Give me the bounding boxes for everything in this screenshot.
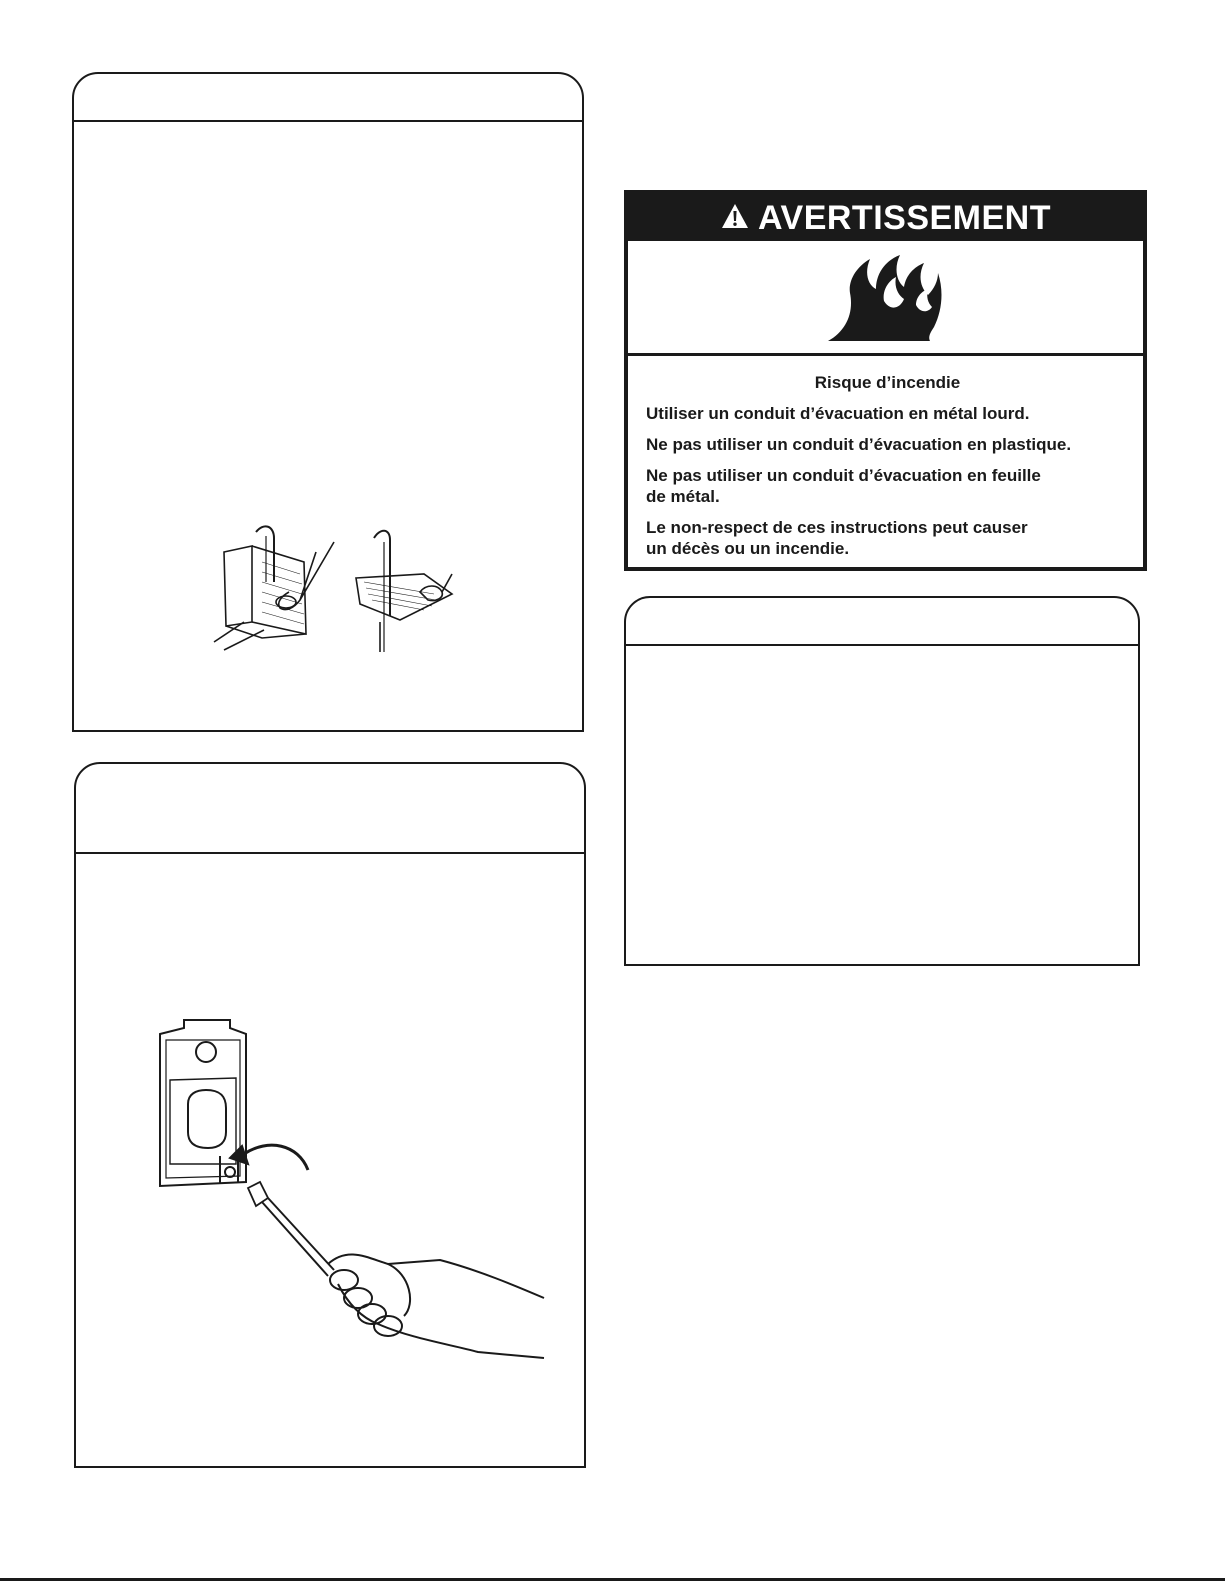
page-bottom-rule bbox=[0, 1578, 1225, 1581]
warning-line: Ne pas utiliser un conduit d’évacuation en feuille de métal. bbox=[646, 466, 1041, 506]
warning-risk-heading: Risque d’incendie bbox=[814, 373, 961, 392]
warning-line: Ne pas utiliser un conduit d’évacuation en plastique. bbox=[646, 435, 1072, 454]
warning-line: Utiliser un conduit d’évacuation en métal lourd. bbox=[646, 404, 1030, 423]
warning-symbol-row bbox=[628, 241, 1143, 356]
panel-header bbox=[74, 74, 582, 122]
warning-title-bar bbox=[628, 194, 1143, 241]
panel-header bbox=[76, 764, 584, 854]
warning-triangle-icon bbox=[720, 202, 750, 235]
warning-line: Le non-respect de ces instructions peut causer un décès ou un incendie. bbox=[646, 518, 1028, 558]
exhaust-plate-screwdriver-illustration bbox=[148, 1014, 548, 1384]
warning-title: AVERTISSEMENT bbox=[757, 198, 1051, 237]
exhaust-plate-panel bbox=[74, 762, 586, 1468]
warning-text bbox=[646, 372, 1129, 569]
lint-screen-panel bbox=[72, 72, 584, 732]
warning-box bbox=[624, 190, 1147, 571]
lint-screen-rinse-illustration bbox=[204, 522, 464, 652]
exhaust-info-panel bbox=[624, 596, 1140, 966]
fire-hazard-icon bbox=[824, 251, 944, 343]
panel-header bbox=[626, 598, 1138, 646]
